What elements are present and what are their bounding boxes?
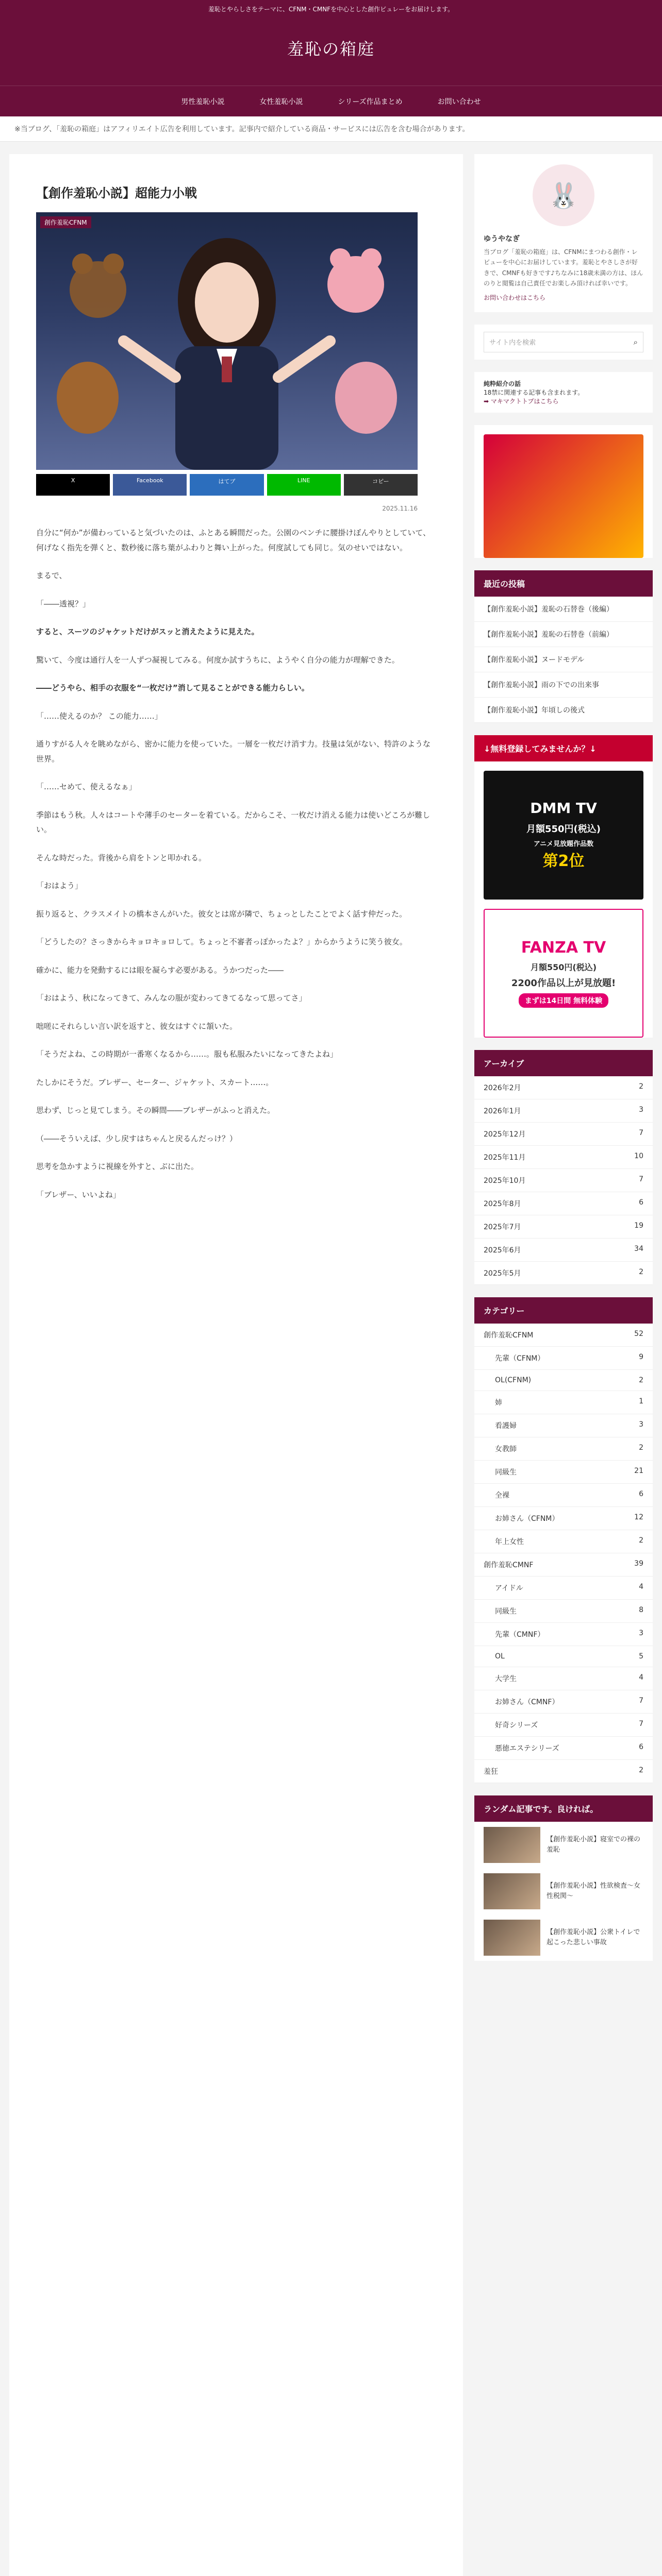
category-item[interactable]: [474, 1391, 653, 1414]
recent-title: 最近の投稿: [474, 570, 653, 597]
archive-count: 2: [639, 1267, 643, 1276]
fanza-count: 2200作品以上が見放題!: [511, 977, 616, 989]
archive-label: 2026年1月: [484, 1107, 521, 1115]
archive-item[interactable]: [474, 1123, 653, 1146]
category-item[interactable]: [474, 1553, 653, 1577]
category-label: OL: [495, 1652, 505, 1660]
category-item[interactable]: [474, 1714, 653, 1737]
nav-item-female[interactable]: 女性羞恥小説: [259, 97, 303, 106]
category-label: 先輩（CFNM）: [495, 1354, 545, 1363]
paragraph: 自分に“何か”が備わっていると気づいたのは、ふとある瞬間だった。公園のベンチに腰掛けぼんやりとしていて、何げなく指先を弾くと、数秒後に落ち葉がふわりと舞い上がった。何度試しても同じ。気のせいではない。: [36, 528, 431, 552]
recent-post-link[interactable]: 【創作羞恥小説】羞恥の石替巻（前編）: [474, 622, 653, 647]
thumbnail: [484, 1873, 540, 1909]
fanza-trial: まずは14日間 無料体験: [519, 993, 608, 1008]
archive-item[interactable]: [474, 1192, 653, 1215]
archive-label: 2025年8月: [484, 1199, 521, 1208]
archive-label: 2025年11月: [484, 1153, 526, 1162]
archive-count: 10: [634, 1151, 643, 1160]
category-count: 1: [639, 1397, 643, 1405]
random-post[interactable]: [474, 1822, 653, 1868]
eyecatch-image: [36, 212, 418, 470]
paragraph: 「――透視？」: [36, 599, 91, 608]
category-count: 7: [639, 1696, 643, 1705]
archive-label: 2025年6月: [484, 1246, 521, 1255]
category-item[interactable]: [474, 1760, 653, 1783]
archive-count: 3: [639, 1105, 643, 1114]
category-item[interactable]: [474, 1577, 653, 1600]
category-count: 52: [634, 1329, 643, 1338]
category-count: 5: [639, 1652, 643, 1660]
share-x-button[interactable]: X: [36, 474, 110, 496]
paragraph: 「そうだよね、この時期が一番寒くなるから……。服も私服みたいになってきたよね」: [36, 1049, 338, 1059]
random-post[interactable]: [474, 1914, 653, 1961]
paragraph: 確かに、能力を発動するには眼を凝らす必要がある。うかつだった――: [36, 965, 284, 975]
thumbnail: [484, 1827, 540, 1863]
category-label: お姉さん（CFNM）: [495, 1514, 559, 1523]
paragraph: 「おはよう」: [36, 881, 83, 890]
category-count: 6: [639, 1489, 643, 1498]
category-item[interactable]: [474, 1370, 653, 1391]
category-item[interactable]: [474, 1484, 653, 1507]
category-label: OL(CFNM): [495, 1376, 532, 1384]
category-label: 悪徳エステシリーズ: [495, 1744, 559, 1753]
archive-count: 6: [639, 1198, 643, 1207]
category-label: お姉さん（CMNF）: [495, 1698, 559, 1706]
paragraph: 驚いて、今度は通行人を一人ずつ凝視してみる。何度か試すうちに、ようやく自分の能力が理解できた。: [36, 655, 400, 665]
category-count: 3: [639, 1629, 643, 1637]
paragraph: まるで、: [36, 571, 67, 580]
category-count: 4: [639, 1582, 643, 1591]
ad-link[interactable]: ➡ マキマクトトプはこちら: [484, 397, 559, 405]
paragraph: 「……セめて、使えるなぁ」: [36, 782, 137, 791]
promo-banner[interactable]: [484, 434, 643, 558]
share-facebook-button[interactable]: Facebook: [113, 474, 187, 496]
category-count: 4: [639, 1673, 643, 1682]
fanza-price: 月額550円(税込): [530, 962, 597, 972]
archive-item[interactable]: [474, 1076, 653, 1099]
category-count: 12: [634, 1513, 643, 1521]
random-title: ランダム記事です。良ければ。: [474, 1795, 653, 1822]
category-count: 3: [639, 1420, 643, 1429]
category-widget: [474, 1297, 653, 1783]
category-item[interactable]: [474, 1623, 653, 1646]
category-count: 21: [634, 1466, 643, 1475]
archive-count: 34: [634, 1244, 643, 1253]
category-label: 同級生: [495, 1607, 517, 1616]
archive-item[interactable]: [474, 1262, 653, 1285]
category-label: 姉: [495, 1398, 502, 1407]
paragraph: 通りすがる人々を眺めながら、密かに能力を使っていた。一層を一枚だけ消す力。技量は気がない、特許のような世界。: [36, 739, 431, 764]
archive-label: 2025年10月: [484, 1176, 526, 1185]
paragraph: 「ブレザー、いいよね」: [36, 1190, 121, 1199]
recent-posts-widget: [474, 570, 653, 723]
recent-post-link[interactable]: 【創作羞恥小説】雨の下での出来事: [474, 672, 653, 698]
category-item[interactable]: [474, 1324, 653, 1347]
category-count: 9: [639, 1352, 643, 1361]
paragraph: 思考を急かすように視線を外すと、ぶに出た。: [36, 1162, 199, 1171]
post-title: 【創作羞恥小説】超能力小戦: [36, 186, 197, 200]
ad-note: 18禁に関連する記事も含まれます。: [484, 388, 584, 396]
free-trial-widget: [474, 735, 653, 1038]
paragraph: ――どうやら、相手の衣服を“一枚だけ”消して見ることができる能力らしい。: [36, 683, 309, 692]
category-title: カテゴリー: [474, 1297, 653, 1324]
site-header: [0, 19, 662, 86]
dmm-rank: 第2位: [542, 852, 585, 870]
paragraph: 振り返ると、クラスメイトの橋本さんがいた。彼女とは席が隣で、ちょっとしたことでよく話す仲だった。: [36, 909, 407, 919]
search-icon[interactable]: ⌕: [633, 337, 638, 347]
category-item[interactable]: [474, 1530, 653, 1553]
archive-count: 7: [639, 1175, 643, 1183]
archive-item[interactable]: [474, 1146, 653, 1169]
category-label: 好奇シリーズ: [495, 1721, 538, 1730]
nav-item-male[interactable]: 男性羞恥小説: [181, 97, 225, 106]
banner-widget: [474, 425, 653, 558]
profile-text: 当ブログ「羞恥の箱庭」は、CFNMにまつわる創作・レビューを中心にお届けしています。羞恥とやさしさが好きで、CMNFも好きです♪ちなみに18歳未満の方は、ほんのりと閲覧は自己責任でお楽しみ頂ければ幸いです。: [484, 248, 643, 287]
category-label[interactable]: 創作羞恥CFNM: [40, 216, 91, 228]
category-count: 39: [634, 1559, 643, 1568]
category-label: 先輩（CMNF）: [495, 1630, 545, 1639]
random-post-title: 【創作羞恥小説】寝室での裸の羞恥: [547, 1836, 641, 1854]
dmm-title: DMM TV: [530, 799, 597, 817]
recent-post-link[interactable]: 【創作羞恥小説】羞恥の石替巻（後編）: [474, 597, 653, 622]
category-item[interactable]: [474, 1347, 653, 1370]
category-label: 創作羞恥CMNF: [484, 1561, 534, 1569]
category-item[interactable]: [474, 1507, 653, 1530]
archive-item[interactable]: [474, 1215, 653, 1239]
anime-girl-illustration: [36, 212, 418, 470]
category-label: 年上女性: [495, 1537, 524, 1546]
random-posts-widget: [474, 1795, 653, 1961]
avatar: 🐰: [533, 164, 594, 226]
archive-label: 2025年12月: [484, 1130, 526, 1139]
category-item[interactable]: [474, 1667, 653, 1690]
paragraph: （――そういえば、少し戻すはちゃんと戻るんだっけ？）: [36, 1133, 238, 1143]
category-item[interactable]: [474, 1461, 653, 1484]
recent-post-link[interactable]: 【創作羞恥小説】ヌードモデル: [474, 647, 653, 672]
category-label: 大学生: [495, 1674, 517, 1683]
category-label: 創作羞恥CFNM: [484, 1331, 534, 1340]
archive-item[interactable]: [474, 1099, 653, 1123]
thumbnail: [484, 1920, 540, 1956]
nav-item-series[interactable]: シリーズ作品まとめ: [338, 97, 403, 106]
fanza-banner[interactable]: [484, 909, 643, 1038]
share-buttons: [36, 474, 418, 496]
category-count: 2: [639, 1376, 643, 1384]
ad-label: 純粋紹介の話: [484, 380, 521, 387]
paragraph: 季節はもう秋。人々はコートや薄手のセーターを着ている。だからこそ、一枚だけ消える能力は使いどころが難しい。: [36, 810, 431, 834]
paragraph: 思わず、じっと見てしまう。その瞬間――ブレザーがふっと消えた。: [36, 1106, 275, 1115]
main-article: [9, 154, 463, 2576]
category-label: 看護婦: [495, 1421, 517, 1430]
category-label: 同級生: [495, 1468, 517, 1477]
archive-label: 2026年2月: [484, 1083, 521, 1092]
paragraph: 「どうしたの？さっきからキョロキョロして。ちょっと不審者っぽかったよ？」からかうように笑う彼女。: [36, 937, 407, 946]
category-label: アイドル: [495, 1584, 523, 1592]
dmm-price: 月額550円(税込): [526, 823, 601, 835]
random-post-title: 【創作羞恥小説】性欲検査～女性税関～: [547, 1882, 641, 1900]
share-hatena-button[interactable]: はてブ: [190, 474, 263, 496]
paragraph: すると、スーツのジャケットだけがスッと消えたように見えた。: [36, 627, 259, 636]
category-label: 女教師: [495, 1445, 517, 1453]
nav-item-contact[interactable]: お問い合わせ: [437, 97, 481, 106]
category-count: 7: [639, 1719, 643, 1728]
site-title[interactable]: 羞恥の箱庭: [287, 39, 375, 59]
post-date: 2025.11.16: [382, 505, 418, 512]
paragraph: 「……使えるのか？ この能力……」: [36, 711, 162, 721]
paragraph: たしかにそうだ。ブレザー、セーター、ジャケット、スカート……。: [36, 1077, 274, 1087]
search-widget: [474, 325, 653, 360]
contact-link[interactable]: お問い合わせはこちら: [484, 294, 546, 301]
copy-link-button[interactable]: コピー: [344, 474, 418, 496]
paragraph: そんな時だった。背後から肩をトンと叩かれる。: [36, 853, 207, 862]
paragraph: 「おはよう、秋になってきて、みんなの服が変わってきてるなって思ってさ」: [36, 993, 307, 1003]
archive-count: 19: [634, 1221, 643, 1230]
archive-widget: [474, 1050, 653, 1285]
category-item[interactable]: [474, 1737, 653, 1760]
random-post-title: 【創作羞恥小説】公衆トイレで起こった悲しい事故: [547, 1928, 640, 1946]
profile-widget: [474, 154, 653, 312]
archive-count: 2: [639, 1082, 643, 1091]
dmm-banner[interactable]: [484, 771, 643, 900]
archive-label: 2025年5月: [484, 1269, 521, 1278]
topbar: 羞恥とやらしさをテーマに、CFNM・CMNFを中心とした創作ビュレーをお届けします。: [0, 0, 662, 19]
dmm-sub: アニメ見放題作品数: [533, 840, 594, 848]
paragraph: 咄嗟にそれらしい言い訳を返すと、彼女はすぐに頷いた。: [36, 1021, 238, 1031]
ad-intro-widget: [474, 372, 653, 413]
ad-notice: ※当ブログ、「羞恥の箱庭」はアフィリエイト広告を利用しています。記事内で紹介している商品・サービスには広告を含む場合があります。: [0, 116, 662, 142]
category-item[interactable]: [474, 1690, 653, 1714]
share-line-button[interactable]: LINE: [267, 474, 341, 496]
archive-label: 2025年7月: [484, 1223, 521, 1231]
profile-name: ゆうやなぎ: [484, 235, 520, 243]
category-count: 2: [639, 1766, 643, 1774]
global-nav: [0, 86, 662, 116]
random-post[interactable]: [474, 1868, 653, 1914]
category-count: 2: [639, 1443, 643, 1452]
category-item[interactable]: [474, 1437, 653, 1461]
category-label: 羞狂: [484, 1767, 498, 1776]
category-count: 6: [639, 1742, 643, 1751]
category-item[interactable]: [474, 1646, 653, 1667]
archive-item[interactable]: [474, 1239, 653, 1262]
category-item[interactable]: [474, 1600, 653, 1623]
free-title: ↓無料登録してみませんか？↓: [474, 735, 653, 761]
category-label: 全裸: [495, 1491, 509, 1500]
category-item[interactable]: [474, 1414, 653, 1437]
archive-title: アーカイブ: [474, 1050, 653, 1076]
archive-item[interactable]: [474, 1169, 653, 1192]
category-count: 2: [639, 1536, 643, 1545]
archive-count: 7: [639, 1128, 643, 1137]
category-count: 8: [639, 1605, 643, 1614]
sidebar: [474, 154, 653, 2576]
recent-post-link[interactable]: 【創作羞恥小説】年頃しの後式: [474, 698, 653, 723]
search-input[interactable]: サイト内を検索: [489, 339, 536, 347]
post-body: [36, 526, 436, 1202]
fanza-title: FANZA TV: [521, 938, 606, 957]
